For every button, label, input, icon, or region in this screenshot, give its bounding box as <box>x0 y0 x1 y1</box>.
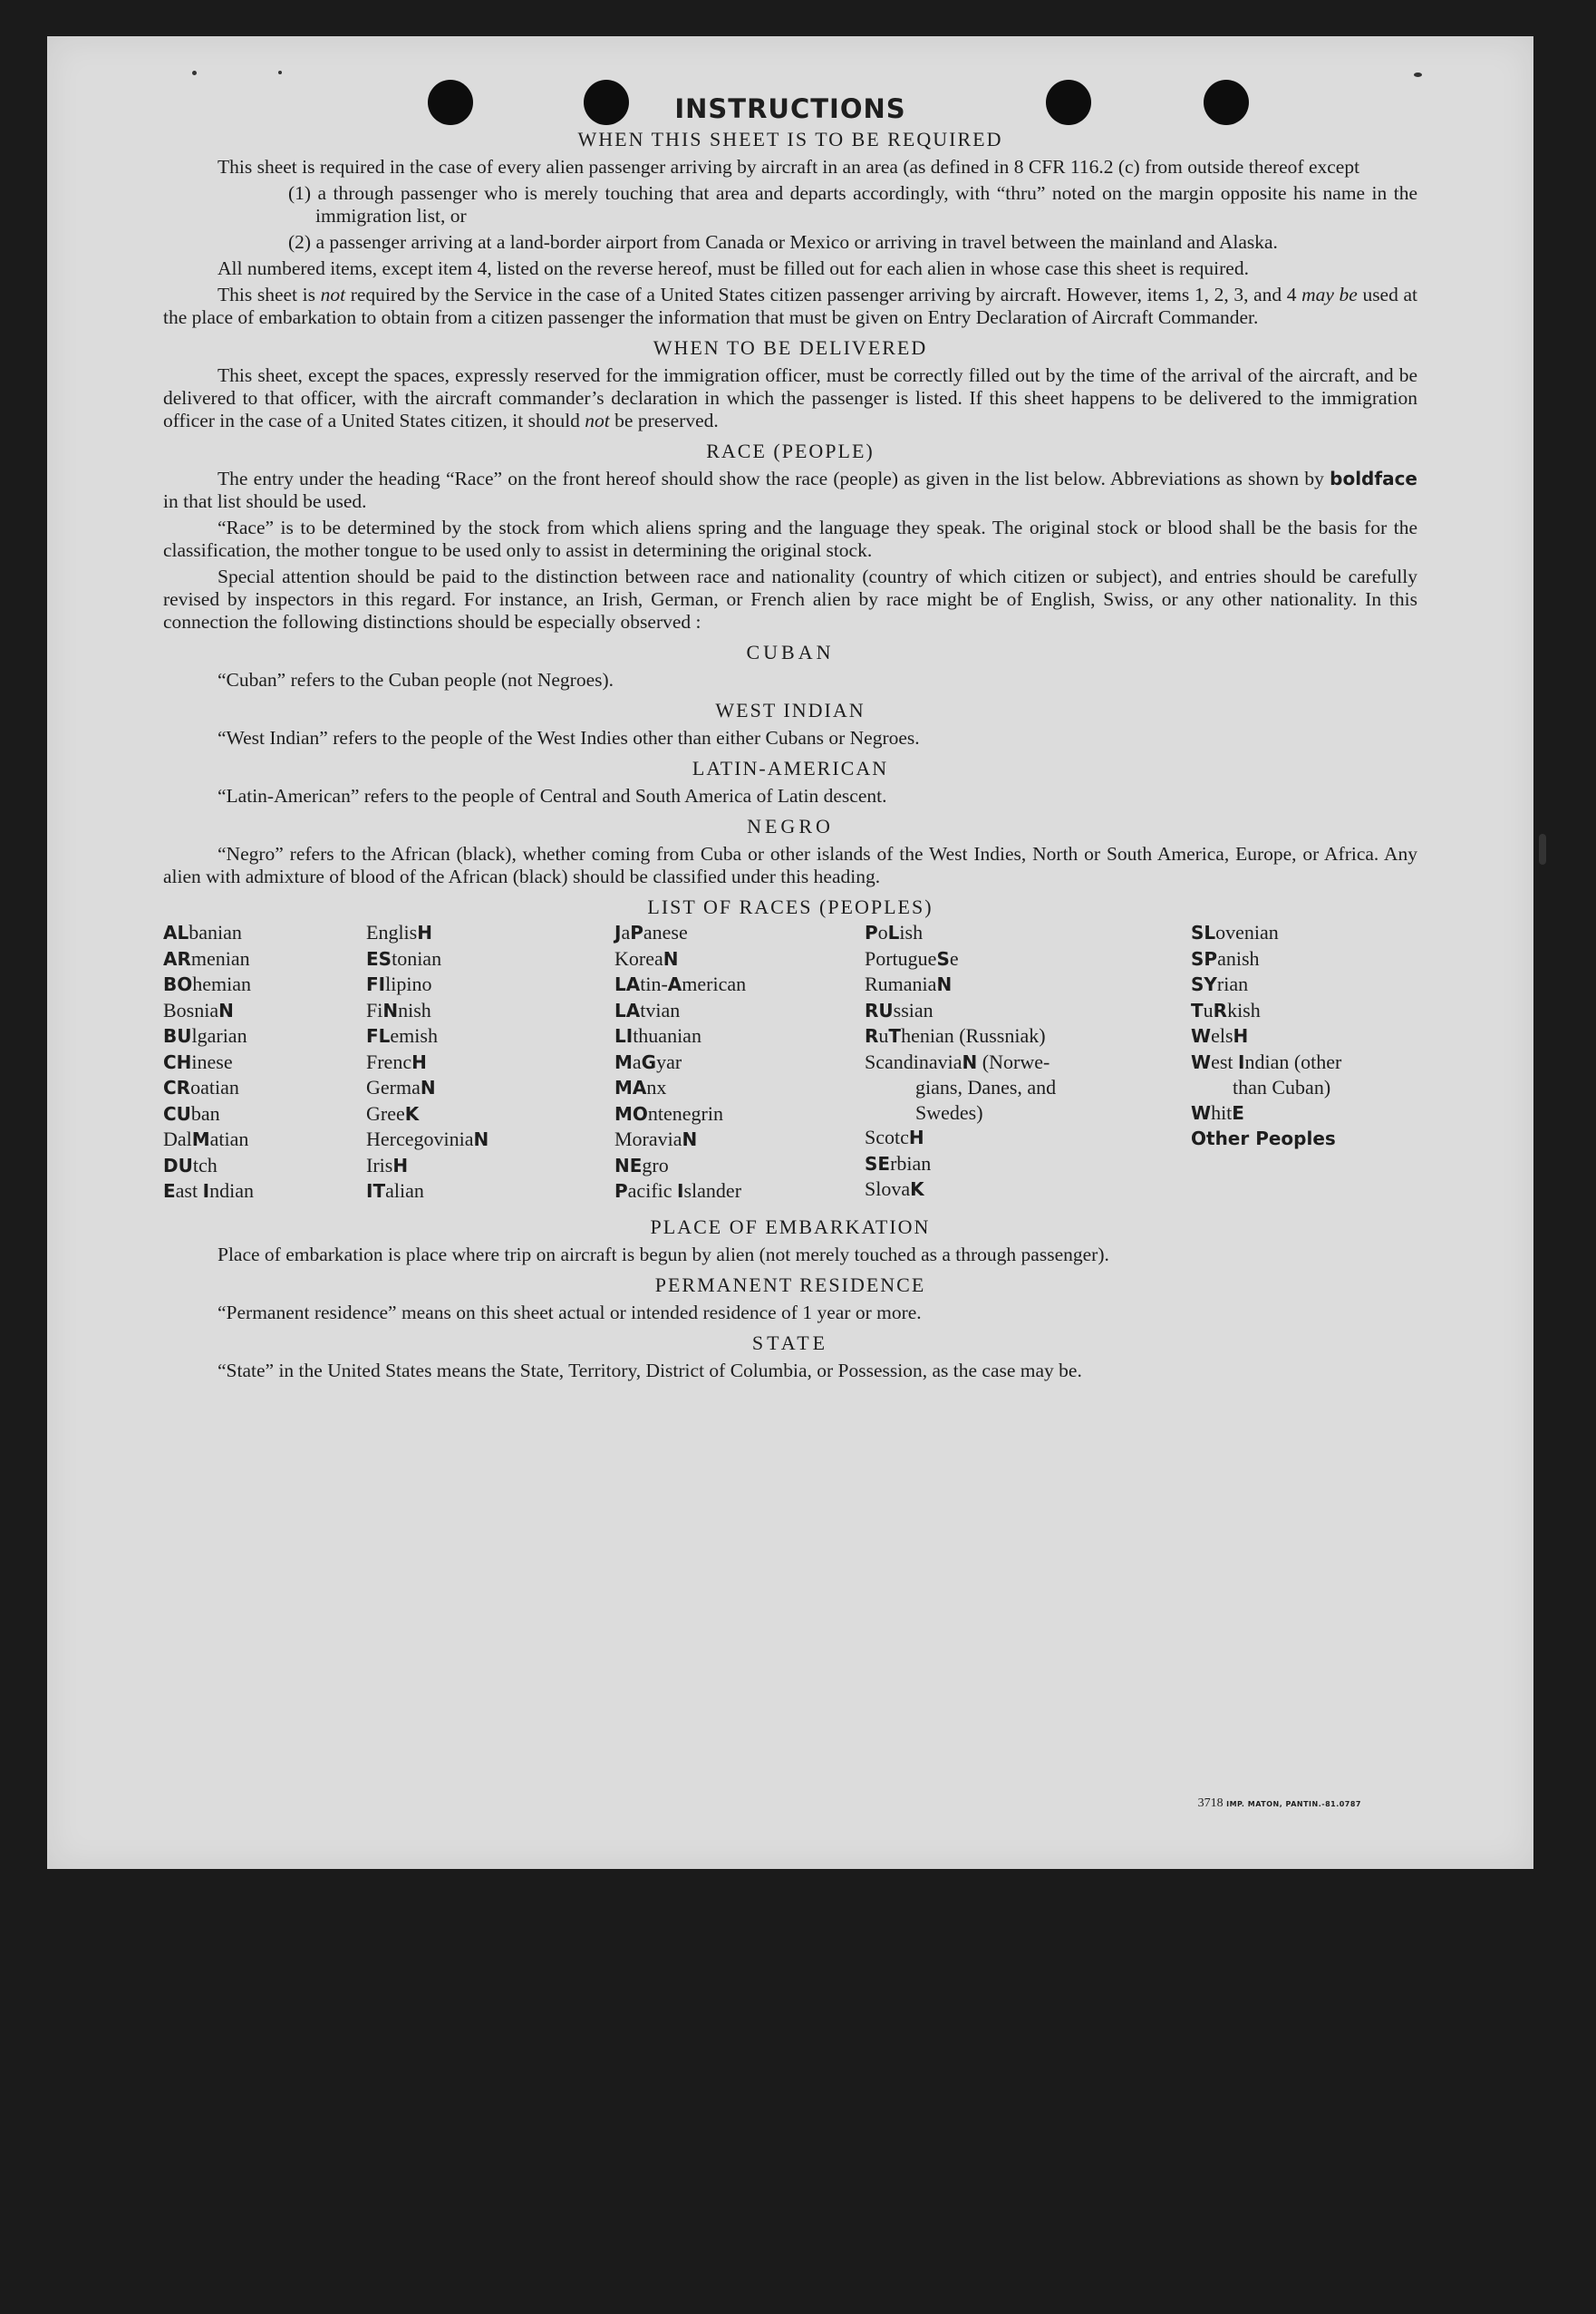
section-heading-delivered: WHEN TO BE DELIVERED <box>653 336 928 359</box>
race-item: GermaN <box>366 1076 436 1099</box>
dust-speck <box>1414 73 1422 77</box>
race-item: EStonian <box>366 946 442 970</box>
race-item: HercegoviniaN <box>366 1128 489 1150</box>
races-column-5 <box>1191 920 1408 1205</box>
paragraph-cuban: “Cuban” refers to the Cuban people (not Negroes). <box>218 669 614 691</box>
paragraph-embarkation: Place of embarkation is place where trip on aircraft is begun by alien (not merely touched as a through passenger). <box>218 1243 1109 1265</box>
race-item: LAtvian <box>614 998 681 1021</box>
paragraph-race-stock: “Race” is to be determined by the stock from which aliens spring and the language they speak. The original stock or blood shall be the basis for the classification, the mother tongue to be used only to assist in determining the original stock. <box>163 517 1417 561</box>
race-item: SYrian <box>1191 973 1249 995</box>
race-item-continuation: Swedes) <box>915 1100 983 1124</box>
exception-item-2: (2) a passenger arriving at a land-border airport from Canada or Mexico or arriving in travel between the mainland and Alaska. <box>288 231 1278 253</box>
section-heading-list-of-races: LIST OF RACES (PEOPLES) <box>647 896 933 918</box>
race-item: MaGyar <box>614 1050 682 1073</box>
race-item: RuThenian (Russniak) <box>865 1024 1046 1047</box>
race-item: FIlipino <box>366 973 432 995</box>
race-item-continuation: gians, Danes, and <box>915 1076 1057 1099</box>
dust-speck <box>192 71 197 75</box>
section-heading-state: STATE <box>751 1331 829 1354</box>
race-item: EnglisH <box>366 921 432 944</box>
race-item: WelsH <box>1191 1024 1249 1047</box>
race-item: CUban <box>163 1101 220 1125</box>
race-item: FiNnish <box>366 998 431 1021</box>
paragraph-race-entry: The entry under the heading “Race” on the front hereof should show the race (people) as given in the list below. Abbreviations as shown by boldface in that list should be used. <box>163 468 1417 512</box>
document-sheet <box>47 36 1533 1869</box>
race-item: PortugueSe <box>865 946 959 970</box>
race-item: SlovaK <box>865 1177 924 1200</box>
form-number: 3718 <box>1197 1796 1224 1810</box>
race-item: BosniaN <box>163 998 234 1021</box>
race-item: BOhemian <box>163 973 252 995</box>
race-item: SPanish <box>1191 946 1260 970</box>
race-item: BUlgarian <box>163 1024 247 1047</box>
race-item: ALbanian <box>163 921 242 944</box>
race-item: ITalian <box>366 1179 424 1202</box>
section-heading-residence: PERMANENT RESIDENCE <box>654 1273 926 1296</box>
section-heading-race: RACE (PEOPLE) <box>706 440 875 462</box>
paragraph-citizen: This sheet is not required by the Service in the case of a United States citizen passenger arriving by aircraft. However, items 1, 2, 3, and 4 may be used at the place of embarkation to obtain from a citizen passenger the information that must be given on Entry Declaration of Aircraft Commander. <box>163 284 1417 328</box>
dust-speck <box>278 71 282 74</box>
races-list <box>163 920 1417 1205</box>
race-item: East Indian <box>163 1179 254 1202</box>
race-item: IrisH <box>366 1153 409 1176</box>
race-item: DalMatian <box>163 1128 249 1150</box>
race-item: Other Peoples <box>1191 1128 1336 1149</box>
page-title: INSTRUCTIONS <box>674 93 906 124</box>
race-item: SErbian <box>865 1151 932 1175</box>
section-heading-required: WHEN THIS SHEET IS TO BE REQUIRED <box>577 128 1003 150</box>
race-item: NEgro <box>614 1153 669 1176</box>
race-item: FLemish <box>366 1024 438 1047</box>
paragraph-latin-american: “Latin-American” refers to the people of Central and South America of Latin descent. <box>218 785 887 807</box>
race-item: MAnx <box>614 1076 667 1099</box>
race-item: PoLish <box>865 921 924 944</box>
race-item: JaPanese <box>614 921 688 944</box>
paragraph-state: “State” in the United States means the State, Territory, District of Columbia, or Possession, as the case may be. <box>218 1359 1082 1381</box>
race-item: WhitE <box>1191 1100 1244 1124</box>
races-column-4 <box>865 920 1191 1205</box>
race-item: Pacific Islander <box>614 1179 742 1202</box>
race-item: MoraviaN <box>614 1128 698 1150</box>
race-item: ScotcH <box>865 1126 924 1148</box>
section-heading-latin-american: LATIN-AMERICAN <box>692 757 889 779</box>
section-heading-embarkation: PLACE OF EMBARKATION <box>650 1215 931 1238</box>
race-item: SLovenian <box>1191 921 1279 944</box>
dust-speck <box>1539 834 1546 865</box>
race-item: DUtch <box>163 1153 218 1176</box>
race-item: GreeK <box>366 1101 420 1125</box>
race-item: LAtin-American <box>614 973 747 995</box>
race-item: FrencH <box>366 1050 427 1073</box>
paragraph-west-indian: “West Indian” refers to the people of the West Indies other than either Cubans or Negroes. <box>218 727 920 749</box>
section-heading-west-indian: WEST INDIAN <box>715 699 866 721</box>
race-item: MOntenegrin <box>614 1101 723 1125</box>
instructions-content <box>163 93 1417 1386</box>
race-item: RUssian <box>865 998 933 1021</box>
races-column-3 <box>614 920 865 1205</box>
race-item: LIthuanian <box>614 1024 701 1047</box>
race-item: TuRkish <box>1191 998 1261 1021</box>
race-item: CRoatian <box>163 1076 239 1099</box>
race-item: RumaniaN <box>865 973 953 995</box>
paragraph-negro: “Negro” refers to the African (black), whether coming from Cuba or other islands of the West Indies, North or South America, Europe, or Africa. Any alien with admixture of blood of the African (black) should be classified under this heading. <box>163 843 1417 887</box>
races-column-2 <box>366 920 614 1205</box>
paragraph-residence: “Permanent residence” means on this sheet actual or intended residence of 1 year or more. <box>218 1301 922 1323</box>
race-item: KoreaN <box>614 946 679 970</box>
exception-item-1: (1) a through passenger who is merely touching that area and departs accordingly, with “thru” noted on the margin opposite his name in the immigration list, or <box>288 182 1417 227</box>
paragraph-delivered: This sheet, except the spaces, expressly reserved for the immigration officer, must be correctly filled out by the time of the arrival of the aircraft, and be delivered to that officer, with the aircraft commander’s declaration in which the passenger is listed. If this sheet happens to be delivered to the immigration officer in the case of a United States citizen, it should not be preserved. <box>163 364 1417 431</box>
paragraph-numbered-items: All numbered items, except item 4, listed on the reverse hereof, must be filled out for each alien in whose case this sheet is required. <box>218 257 1249 279</box>
races-column-1 <box>163 920 366 1205</box>
race-item: ARmenian <box>163 946 250 970</box>
race-item: ScandinaviaN (Norwe- <box>865 1050 1050 1073</box>
section-heading-negro: NEGRO <box>747 815 834 837</box>
paragraph-required: This sheet is required in the case of every alien passenger arriving by aircraft in an area (as defined in 8 CFR 116.2 (c) from outside thereof except <box>218 156 1360 178</box>
race-item: CHinese <box>163 1050 233 1073</box>
printer-footer <box>1198 1796 1361 1811</box>
race-item-continuation: than Cuban) <box>1233 1076 1331 1099</box>
race-item: West Indian (other <box>1191 1050 1342 1073</box>
section-heading-cuban: CUBAN <box>746 641 835 663</box>
paragraph-race-nationality: Special attention should be paid to the distinction between race and nationality (country of which citizen or subject), and entries should be carefully revised by inspectors in this regard. For instance, an Irish, German, or French alien by race might be of English, Swiss, or any other nationality. In this connection the following distinctions should be especially observed : <box>163 566 1417 633</box>
printer-imprint: IMP. MATON, PANTIN.-81.0787 <box>1226 1800 1361 1808</box>
